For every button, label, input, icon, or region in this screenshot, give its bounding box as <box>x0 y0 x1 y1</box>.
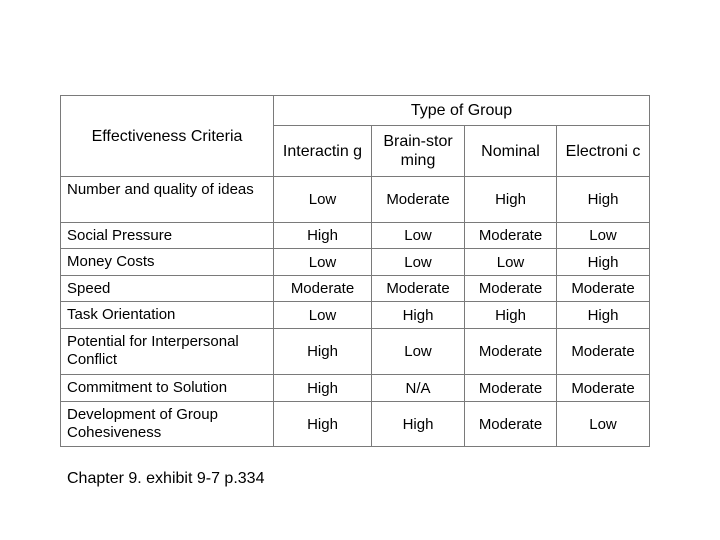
value-cell: Low <box>557 223 650 249</box>
criteria-header: Effectiveness Criteria <box>61 96 274 177</box>
value-cell: Low <box>274 249 372 276</box>
criterion-cell: Number and quality of ideas <box>61 177 274 223</box>
value-cell: Moderate <box>557 276 650 302</box>
table-header-row <box>61 96 650 126</box>
group-type-nominal: Nominal <box>465 126 557 177</box>
value-cell: Moderate <box>274 276 372 302</box>
table-row <box>61 249 650 276</box>
group-type-interacting: Interactin g <box>274 126 372 177</box>
criterion-cell: Money Costs <box>61 249 274 276</box>
value-cell: High <box>465 302 557 329</box>
value-cell: High <box>557 177 650 223</box>
value-cell: High <box>465 177 557 223</box>
table-row <box>61 402 650 447</box>
criterion-cell: Potential for Interpersonal Conflict <box>61 329 274 375</box>
table-row <box>61 276 650 302</box>
table-row <box>61 375 650 402</box>
criterion-cell: Commitment to Solution <box>61 375 274 402</box>
criterion-cell: Task Orientation <box>61 302 274 329</box>
value-cell: Moderate <box>372 177 465 223</box>
source-caption: Chapter 9. exhibit 9-7 p.334 <box>67 470 265 487</box>
value-cell: High <box>372 302 465 329</box>
value-cell: N/A <box>372 375 465 402</box>
criterion-cell: Speed <box>61 276 274 302</box>
value-cell: High <box>557 249 650 276</box>
value-cell: Low <box>372 329 465 375</box>
table-row <box>61 223 650 249</box>
value-cell: Low <box>274 302 372 329</box>
criterion-cell: Social Pressure <box>61 223 274 249</box>
value-cell: High <box>274 329 372 375</box>
table-row <box>61 302 650 329</box>
group-type-header: Type of Group <box>274 96 650 126</box>
value-cell: High <box>372 402 465 447</box>
table-row <box>61 177 650 223</box>
value-cell: Low <box>557 402 650 447</box>
value-cell: Moderate <box>372 276 465 302</box>
value-cell: Moderate <box>465 375 557 402</box>
group-type-electronic: Electroni c <box>557 126 650 177</box>
value-cell: Moderate <box>465 276 557 302</box>
group-type-brainstorming: Brain-stor ming <box>372 126 465 177</box>
value-cell: Low <box>465 249 557 276</box>
value-cell: Moderate <box>557 329 650 375</box>
value-cell: Moderate <box>465 223 557 249</box>
value-cell: Moderate <box>465 402 557 447</box>
criterion-cell: Development of Group Cohesiveness <box>61 402 274 447</box>
value-cell: High <box>557 302 650 329</box>
value-cell: Moderate <box>465 329 557 375</box>
value-cell: High <box>274 223 372 249</box>
value-cell: Moderate <box>557 375 650 402</box>
value-cell: High <box>274 402 372 447</box>
value-cell: Low <box>274 177 372 223</box>
value-cell: Low <box>372 223 465 249</box>
value-cell: Low <box>372 249 465 276</box>
value-cell: High <box>274 375 372 402</box>
effectiveness-table <box>60 95 650 447</box>
table-row <box>61 329 650 375</box>
